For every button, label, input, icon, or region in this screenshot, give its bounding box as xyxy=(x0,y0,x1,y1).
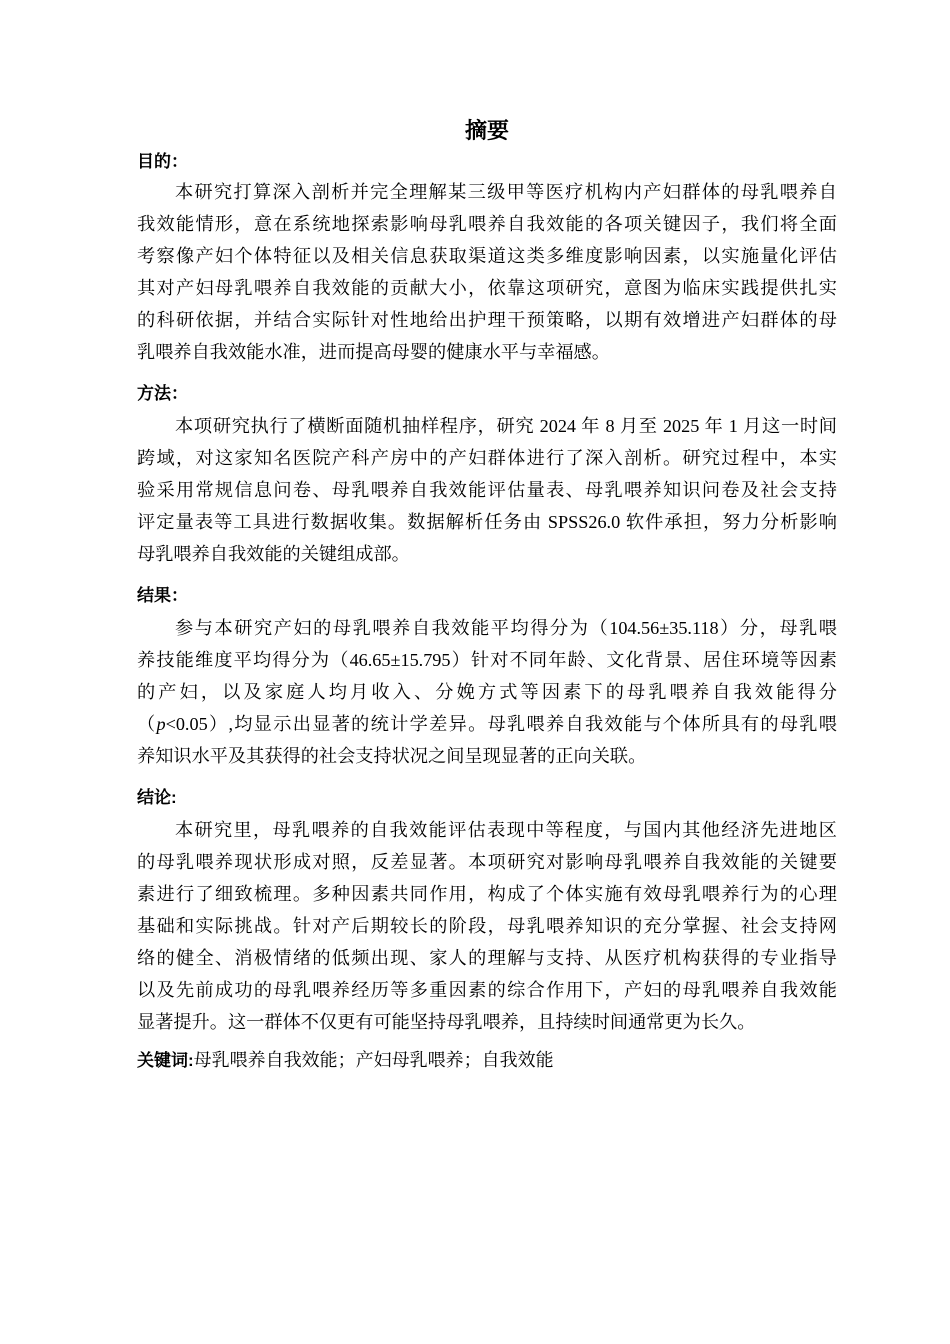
keywords xyxy=(137,1044,837,1077)
purpose-paragraph xyxy=(137,176,837,368)
keywords-label: 关键词: xyxy=(137,1051,194,1070)
text-line: 本研究打算深入剖析并完全理解某三级甲等医疗机构内产妇群体的母乳喂养自 xyxy=(175,182,837,202)
text-line: 乳喂养自我效能水准，进而提高母婴的健康水平与幸福感。 xyxy=(137,342,610,362)
text-line: 母乳喂养自我效能的关键组成部。 xyxy=(137,544,410,564)
text-line: 络的健全、消极情绪的低频出现、家人的理解与支持、从医疗机构获得的专业指导 xyxy=(137,948,837,968)
text-line-pvalue xyxy=(137,708,837,740)
conclusion-paragraph xyxy=(137,814,837,1038)
results-paragraph xyxy=(137,612,837,772)
method-heading: 方法： xyxy=(137,384,188,403)
text-line: 的母乳喂养现状形成对照，反差显著。本项研究对影响母乳喂养自我效能的关键要 xyxy=(137,852,837,872)
text-line: 我效能情形，意在系统地探索影响母乳喂养自我效能的各项关键因子，我们将全面 xyxy=(137,214,837,234)
text-line: 素进行了细致梳理。多种因素共同作用，构成了个体实施有效母乳喂养行为的心理 xyxy=(137,884,837,904)
p-symbol: p xyxy=(156,714,166,734)
page-title: 摘要 xyxy=(464,118,509,143)
purpose-heading: 目的： xyxy=(137,152,188,171)
pvalue-text: <0.05）,均显示出显著的统计学差异。母乳喂养自我效能与个体所具有的母乳喂 xyxy=(165,714,837,734)
text-line: 考察像产妇个体特征以及相关信息获取渠道这类多维度影响因素，以实施量化评估 xyxy=(137,246,837,266)
text-line: 本研究里，母乳喂养的自我效能评估表现中等程度，与国内其他经济先进地区 xyxy=(175,820,837,840)
text-line: 的科研依据，并结合实际针对性地给出护理干预策略，以期有效增进产妇群体的母 xyxy=(137,310,837,330)
text-line: 跨域，对这家知名医院产科产房中的产妇群体进行了深入剖析。研究过程中，本实 xyxy=(137,448,837,468)
method-paragraph xyxy=(137,410,837,570)
text-line: 基础和实际挑战。针对产后期较长的阶段，母乳喂养知识的充分掌握、社会支持网 xyxy=(137,916,837,936)
paren-open: （ xyxy=(137,714,157,734)
text-line: 其对产妇母乳喂养自我效能的贡献大小，依靠这项研究，意图为临床实践提供扎实 xyxy=(137,278,837,298)
results-heading: 结果： xyxy=(137,586,188,605)
text-line: 的产妇，以及家庭人均月收入、分娩方式等因素下的母乳喂养自我效能得分 xyxy=(137,682,837,702)
text-line: 参与本研究产妇的母乳喂养自我效能平均得分为（104.56±35.118）分，母乳喂 xyxy=(175,618,837,638)
text-line: 显著提升。这一群体不仅更有可能坚持母乳喂养，且持续时间通常更为长久。 xyxy=(137,1012,756,1032)
conclusion-heading: 结论: xyxy=(137,788,177,807)
text-line: 以及先前成功的母乳喂养经历等多重因素的综合作用下，产妇的母乳喂养自我效能 xyxy=(137,980,837,1000)
text-line: 评定量表等工具进行数据收集。数据解析任务由 SPSS26.0 软件承担，努力分析影响 xyxy=(137,512,837,532)
abstract-page xyxy=(137,114,837,1077)
keywords-value: 母乳喂养自我效能；产妇母乳喂养；自我效能 xyxy=(193,1050,554,1070)
text-line: 养技能维度平均得分为（46.65±15.795）针对不同年龄、文化背景、居住环境等因素 xyxy=(137,650,837,670)
text-line: 验采用常规信息问卷、母乳喂养自我效能评估量表、母乳喂养知识问卷及社会支持 xyxy=(137,480,837,500)
text-line: 本项研究执行了横断面随机抽样程序，研究 2024 年 8 月至 2025 年 1 月这一时间 xyxy=(175,416,837,436)
text-line: 养知识水平及其获得的社会支持状况之间呈现显著的正向关联。 xyxy=(137,746,647,766)
